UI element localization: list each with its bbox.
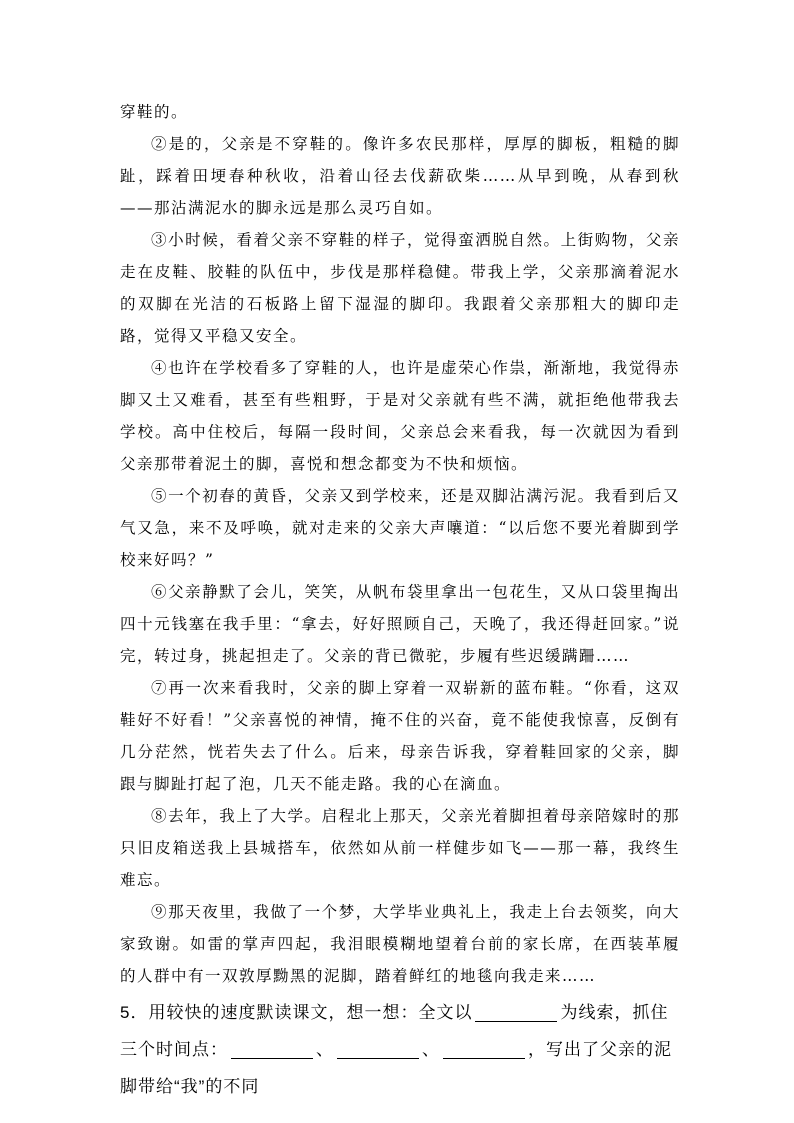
- answer-blank-time-1[interactable]: [231, 1038, 313, 1059]
- separator-1: 、: [316, 1040, 334, 1059]
- paragraph-5: ⑤一个初春的黄昏，父亲又到学校来，还是双脚沾满污泥。我看到后又气又急，来不及呼唤，就对走来的父亲大声嚷道：“以后您不要光着脚到学校来好吗？”: [120, 487, 680, 569]
- question-text-part2: 为线索，抓住三个时间点：: [120, 1003, 669, 1059]
- page: [120, 96, 680, 1105]
- paragraph-2: ②是的，父亲是不穿鞋的。像许多农民那样，厚厚的脚板，粗糙的脚趾，踩着田埂春种秋收，沿着山径去伐薪砍柴……从早到晚，从春到秋——那沾满泥水的脚永远是那么灵巧自如。: [120, 135, 680, 217]
- answer-blank-clue[interactable]: [475, 1001, 557, 1022]
- separator-2: 、: [422, 1040, 440, 1059]
- paragraph-8: ⑧去年，我上了大学。启程北上那天，父亲光着脚担着母亲陪嫁时的那只旧皮箱送我上县城搭车，依然如从前一样健步如飞——那一幕，我终生难忘。: [120, 807, 680, 889]
- question-5: [120, 994, 680, 1105]
- paragraph-3: ③小时候，看着父亲不穿鞋的样子，觉得蛮洒脱自然。上街购物，父亲走在皮鞋、胶鞋的队伍中，步伐是那样稳健。带我上学，父亲那滴着泥水的双脚在光洁的石板路上留下湿湿的脚印。我跟着父亲那粗大的脚印走路，觉得又平稳又安全。: [120, 231, 680, 345]
- paragraph-7: ⑦再一次来看我时，父亲的脚上穿着一双崭新的蓝布鞋。“你看，这双鞋好不好看！”父亲喜悦的神情，掩不住的兴奋，竟不能使我惊喜，反倒有几分茫然，恍若失去了什么。后来，母亲告诉我，穿着鞋回家的父亲，脚跟与脚趾打起了泡，几天不能走路。我的心在滴血。: [120, 679, 680, 793]
- paragraph-6: ⑥父亲静默了会儿，笑笑，从帆布袋里拿出一包花生，又从口袋里掏出四十元钱塞在我手里：“拿去，好好照顾自己，天晚了，我还得赶回家。”说完，转过身，挑起担走了。父亲的背已微驼，步履有些迟缓蹒跚……: [120, 583, 680, 665]
- answer-blank-time-2[interactable]: [337, 1038, 419, 1059]
- story-text: [120, 96, 680, 992]
- answer-blank-time-3[interactable]: [443, 1038, 525, 1059]
- question-text-part3: ，写出了父亲的泥脚带给“我”的不同: [120, 1040, 672, 1096]
- paragraph-4: ④也许在学校看多了穿鞋的人，也许是虚荣心作祟，渐渐地，我觉得赤脚又土又难看，甚至有些粗野，于是对父亲就有些不满，就拒绝他带我去学校。高中住校后，每隔一段时间，父亲总会来看我，每一次就因为看到父亲那带着泥土的脚，喜悦和想念都变为不快和烦恼。: [120, 359, 680, 473]
- paragraph-9: ⑨那天夜里，我做了一个梦，大学毕业典礼上，我走上台去领奖，向大家致谢。如雷的掌声四起，我泪眼模糊地望着台前的家长席，在西装革履的人群中有一双敦厚黝黑的泥脚，踏着鲜红的地毯向我走来……: [120, 903, 680, 985]
- question-text-part1: 5．用较快的速度默读课文，想一想：全文以: [120, 1003, 473, 1022]
- paragraph-1-tail: 穿鞋的。: [120, 103, 189, 121]
